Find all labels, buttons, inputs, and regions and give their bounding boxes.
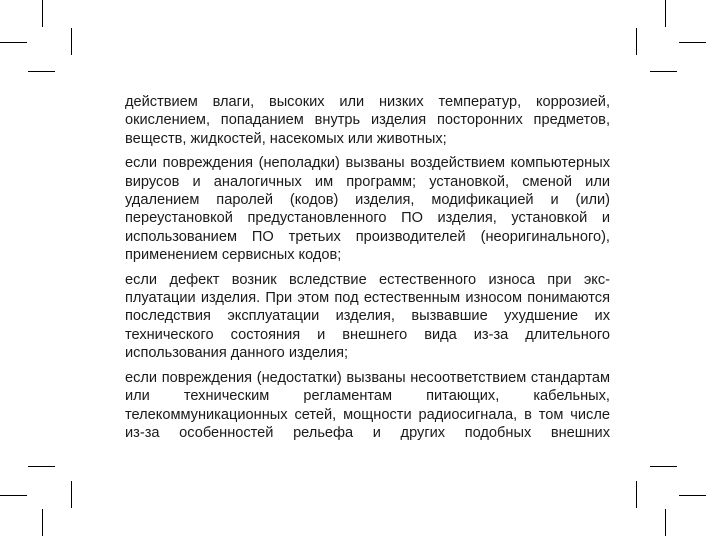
paragraph-network-standards: если повреждения (недостатки) вызваны несоответствием стандартам или техническим регламентам питающих, кабельных, телекоммуникационных сетей, мощности радиосигнала, в том числе из-за особенностей рельефа и других подобных внешних: [125, 369, 610, 441]
crop-mark: [679, 495, 706, 496]
paragraph-software-damage: если повреждения (неполадки) вызваны воздействием компьютерных вирусов и аналогичных им программ; установкой, сменой или удалением паролей (кодов) изделия, модификацией и (или) переустановкой предустановленного ПО изделия, установкой и использованием ПО третьих производителей (неоригинального), применением сервисных кодов;: [125, 155, 610, 264]
crop-mark: [679, 42, 706, 43]
crop-mark: [71, 28, 72, 55]
crop-mark: [28, 466, 55, 467]
crop-mark: [636, 28, 637, 55]
crop-mark: [42, 509, 43, 536]
crop-mark: [650, 71, 677, 72]
crop-mark: [42, 0, 43, 27]
crop-mark: [636, 481, 637, 508]
crop-mark: [28, 71, 55, 72]
crop-mark: [71, 481, 72, 508]
paragraph-damage-causes: действием влаги, высоких или низких температур, коррозией, окислением, попаданием внутрь изделия посторонних предметов, веществ, жидкостей, насекомых или животных;: [125, 94, 610, 147]
crop-mark: [665, 509, 666, 536]
crop-mark: [0, 495, 27, 496]
crop-mark: [665, 0, 666, 27]
crop-mark: [0, 42, 27, 43]
body-text: [125, 93, 610, 442]
paragraph-natural-wear: если дефект возник вследствие естественного износа при эксплуатации изделия. При этом под естественным износом понимаются последствия эксплуатации изделия, вызвавшие ухудшение их технического состояния и внешнего вида из-за длительного использования данного изделия;: [125, 271, 610, 362]
crop-mark: [650, 466, 677, 467]
